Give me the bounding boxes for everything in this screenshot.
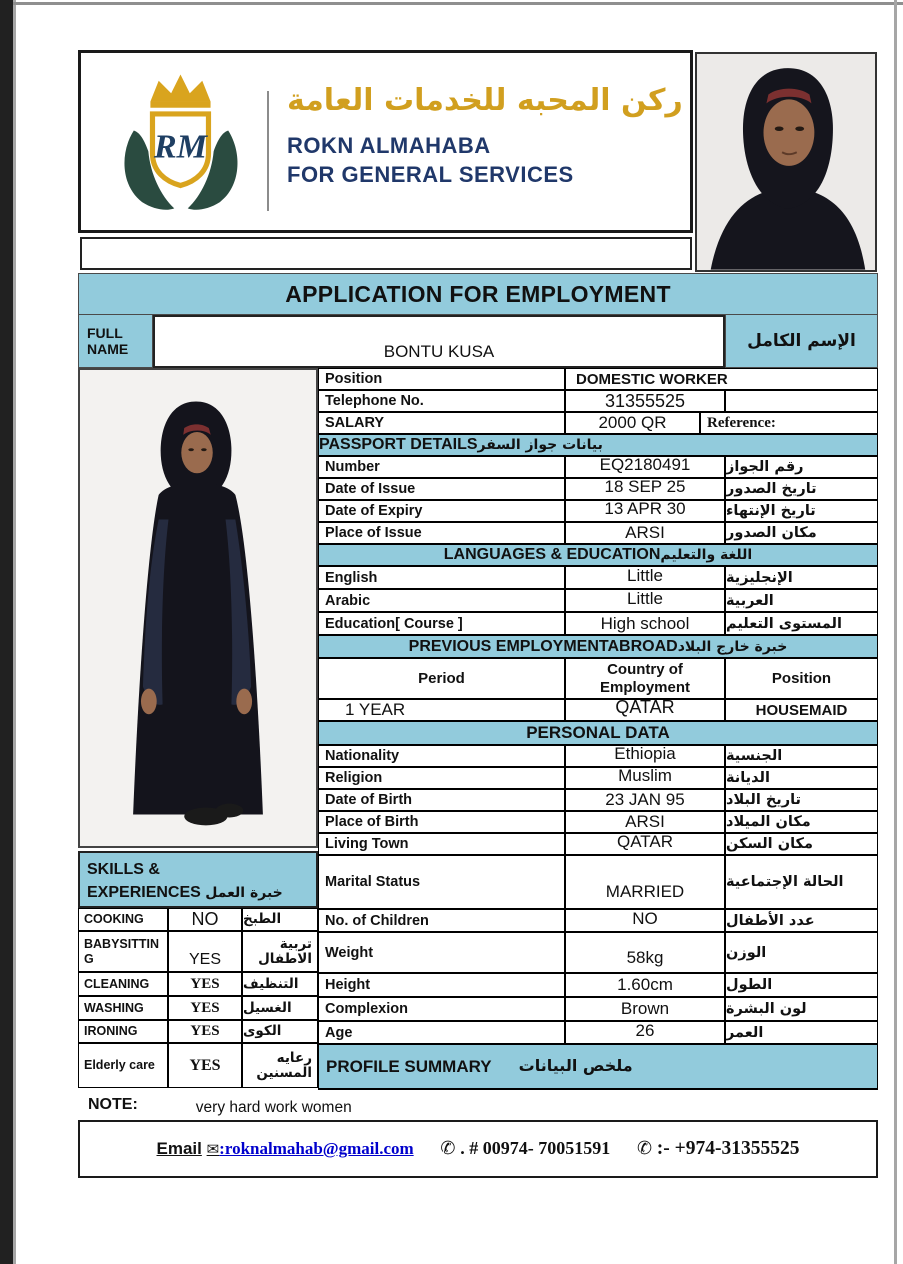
contact-footer xyxy=(78,1120,878,1178)
field-label: No. of Children xyxy=(318,909,565,932)
headshot-portrait xyxy=(697,54,875,270)
field-label-arabic: مكان الميلاد xyxy=(725,811,878,833)
reference-label: Reference: xyxy=(700,412,878,434)
field-label-arabic: الطول xyxy=(725,973,878,997)
field-label-arabic: العمر xyxy=(725,1021,878,1044)
field-value: Brown xyxy=(565,997,725,1021)
table-row xyxy=(318,1021,878,1044)
table-row xyxy=(318,612,878,635)
skill-label-arabic: الكوى xyxy=(242,1020,318,1043)
skill-label-arabic: تربية الاطفال xyxy=(242,931,318,972)
table-row xyxy=(318,789,878,811)
field-label-arabic: الحالة الإجتماعية xyxy=(725,855,878,909)
field-value: 18 SEP 25 xyxy=(565,478,725,500)
table-row xyxy=(318,589,878,612)
field-label: Education[ Course ] xyxy=(318,612,565,635)
field-value: NO xyxy=(565,909,725,932)
field-label-arabic: مكان السكن xyxy=(725,833,878,855)
page-title xyxy=(78,273,878,315)
phone-number-1: . # 00974- 70051591 xyxy=(460,1138,611,1158)
column-header-position: Position xyxy=(725,658,878,699)
section-header-languages: LANGUAGES & EDUCATION اللغة والتعليم xyxy=(318,544,878,566)
section-header-employment-arabic: خبرة خارج البلاد xyxy=(677,638,788,655)
field-value: Little xyxy=(565,589,725,612)
table-row xyxy=(78,1043,318,1088)
table-row xyxy=(78,931,318,972)
field-label-arabic: المستوى التعليم xyxy=(725,612,878,635)
note-label: NOTE: xyxy=(88,1095,138,1113)
note-text: very hard work women xyxy=(195,1098,352,1116)
skill-label-arabic: الغسيل xyxy=(242,996,318,1020)
phone-icon: ✆ xyxy=(440,1138,456,1158)
skill-label: WASHING xyxy=(78,996,168,1020)
skill-label-arabic: الطبخ xyxy=(242,908,318,931)
employment-position: HOUSEMAID xyxy=(725,699,878,721)
note-row xyxy=(78,1089,878,1120)
field-label-arabic: تاريخ الإنتهاء xyxy=(725,500,878,522)
envelope-icon: ✉ xyxy=(206,1141,220,1158)
table-row xyxy=(318,833,878,855)
agency-header xyxy=(78,50,693,233)
employment-data-row xyxy=(318,699,878,721)
table-row xyxy=(318,522,878,544)
skill-label: CLEANING xyxy=(78,972,168,996)
skill-label: COOKING xyxy=(78,908,168,931)
phone-number-2: :- +974-31355525 xyxy=(656,1138,800,1159)
page-title-text: APPLICATION FOR EMPLOYMENT xyxy=(285,280,671,307)
shield-monogram-icon xyxy=(152,114,208,186)
field-label: Date of Expiry xyxy=(318,500,565,522)
field-label-arabic: لون البشرة xyxy=(725,997,878,1021)
table-row xyxy=(78,972,318,996)
field-label: Living Town xyxy=(318,833,565,855)
field-value: High school xyxy=(565,612,725,635)
skill-label: IRONING xyxy=(78,1020,168,1043)
table-row xyxy=(318,368,878,390)
field-label: Nationality xyxy=(318,745,565,767)
field-label-arabic: تاريخ البلاد xyxy=(725,789,878,811)
applicant-fullbody-photo xyxy=(78,368,318,848)
field-label-arabic: رقم الجواز xyxy=(725,456,878,478)
section-header-employment: PREVIOUS EMPLOYMENTABROAD خبرة خارج البلاد xyxy=(318,635,878,658)
field-value: 26 xyxy=(565,1021,725,1044)
application-main-table xyxy=(318,368,878,1090)
skill-value: YES xyxy=(168,1020,242,1043)
brand-arabic-title: ركن المحبه للخدمات العامة xyxy=(287,83,683,118)
employment-country: QATAR xyxy=(565,699,725,721)
skills-title-line2: EXPERIENCES خبرة العمل xyxy=(87,884,283,902)
table-row xyxy=(78,996,318,1020)
table-row xyxy=(318,566,878,589)
brand-name-line1: ROKN ALMAHABA xyxy=(287,133,491,158)
table-row xyxy=(318,390,878,412)
section-header-personal-data: PERSONAL DATA xyxy=(318,721,878,745)
phone-icon: ✆ xyxy=(636,1138,653,1158)
table-row xyxy=(318,478,878,500)
field-label-arabic: مكان الصدور xyxy=(725,522,878,544)
field-value: MARRIED xyxy=(565,855,725,909)
crown-icon xyxy=(150,75,210,108)
field-value: 58kg xyxy=(565,932,725,973)
skill-value: YES xyxy=(168,931,242,972)
empty-strip xyxy=(80,237,692,270)
field-value: 1.60cm xyxy=(565,973,725,997)
table-row xyxy=(318,500,878,522)
field-label: SALARY xyxy=(318,412,565,434)
email-label: Email xyxy=(156,1139,202,1158)
field-label: Age xyxy=(318,1021,565,1044)
skill-value: YES xyxy=(168,1043,242,1088)
field-value: EQ2180491 xyxy=(565,456,725,478)
agency-logo xyxy=(111,69,251,217)
field-label: Marital Status xyxy=(318,855,565,909)
skill-label: Elderly care xyxy=(78,1043,168,1088)
section-header-profile-summary: PROFILE SUMMARY ملخص البيانات xyxy=(318,1044,878,1089)
table-row xyxy=(318,811,878,833)
table-row xyxy=(318,767,878,789)
column-header-country: Country of Employment xyxy=(565,658,725,699)
table-row xyxy=(318,909,878,932)
skill-label-arabic: رعايه المسنين xyxy=(242,1043,318,1088)
field-label: Telephone No. xyxy=(318,390,565,412)
full-name-label-arabic: الإسم الكامل xyxy=(725,315,878,368)
skill-label: BABYSITTING xyxy=(78,931,168,972)
brand-name-line2: FOR GENERAL SERVICES xyxy=(287,162,574,187)
brand-text-block xyxy=(287,83,687,188)
field-value: 23 JAN 95 xyxy=(565,789,725,811)
table-row xyxy=(318,997,878,1021)
field-label: Place of Birth xyxy=(318,811,565,833)
field-value: QATAR xyxy=(565,833,725,855)
field-label-arabic: الإنجليزية xyxy=(725,566,878,589)
skills-title-arabic: خبرة العمل xyxy=(205,885,283,902)
skills-table xyxy=(78,908,318,1088)
field-label: Date of Issue xyxy=(318,478,565,500)
scan-edge-right-line xyxy=(894,0,897,1264)
full-name-value: BONTU KUSA xyxy=(153,315,725,368)
brand-divider xyxy=(267,91,269,211)
section-header-passport-arabic: بيانات جواز السفر xyxy=(477,437,603,453)
scan-edge-top-line xyxy=(13,2,903,5)
field-value: ARSI xyxy=(565,811,725,833)
skill-label-arabic: التنظيف xyxy=(242,972,318,996)
table-row xyxy=(318,973,878,997)
table-row xyxy=(318,412,878,434)
section-header-profile-arabic: ملخص البيانات xyxy=(518,1055,633,1075)
field-label-arabic: عدد الأطفال xyxy=(725,909,878,932)
field-label: English xyxy=(318,566,565,589)
field-value: Muslim xyxy=(565,767,725,789)
field-label: Weight xyxy=(318,932,565,973)
field-label-arabic: الجنسية xyxy=(725,745,878,767)
table-row xyxy=(318,456,878,478)
field-label: Position xyxy=(318,368,565,390)
skills-section-header xyxy=(78,851,318,908)
field-value: Little xyxy=(565,566,725,589)
field-label: Place of Issue xyxy=(318,522,565,544)
field-value: 31355525 xyxy=(565,390,725,412)
section-header-passport: PASSPORT DETAILS بيانات جواز السفر xyxy=(318,434,878,456)
column-header-period: Period xyxy=(318,658,565,699)
field-value: 13 APR 30 xyxy=(565,500,725,522)
field-value: Ethiopia xyxy=(565,745,725,767)
field-label: Complexion xyxy=(318,997,565,1021)
email-address-link[interactable]: :roknalmahab@gmail.com xyxy=(219,1139,414,1158)
field-label: Religion xyxy=(318,767,565,789)
full-name-row xyxy=(78,315,878,368)
table-row xyxy=(78,1020,318,1043)
scan-edge-left-line xyxy=(13,0,16,1264)
field-label-arabic: العربية xyxy=(725,589,878,612)
field-label: Height xyxy=(318,973,565,997)
skill-value: NO xyxy=(168,908,242,931)
scan-edge-left xyxy=(0,0,13,1264)
employment-period: 1 YEAR xyxy=(318,699,565,721)
field-value: ARSI xyxy=(565,522,725,544)
skills-title-line1: SKILLS & xyxy=(87,861,160,878)
field-label: Number xyxy=(318,456,565,478)
field-value: DOMESTIC WORKER xyxy=(565,368,878,390)
full-name-label: FULL NAME xyxy=(78,315,153,368)
table-row xyxy=(318,932,878,973)
contact-line xyxy=(157,1138,800,1160)
fullbody-portrait xyxy=(80,370,316,846)
skill-value: YES xyxy=(168,972,242,996)
applicant-headshot-photo xyxy=(695,52,877,272)
field-label: Arabic xyxy=(318,589,565,612)
skill-value: YES xyxy=(168,996,242,1020)
employment-header-row xyxy=(318,658,878,699)
field-label-arabic: الديانة xyxy=(725,767,878,789)
field-label-arabic: الوزن xyxy=(725,932,878,973)
field-value: 2000 QR xyxy=(565,412,700,434)
table-row xyxy=(78,908,318,931)
table-row xyxy=(318,745,878,767)
table-row xyxy=(318,855,878,909)
svg-text:RM: RM xyxy=(153,128,208,166)
section-header-languages-arabic: اللغة والتعليم xyxy=(660,547,753,563)
field-empty xyxy=(725,390,878,412)
field-label: Date of Birth xyxy=(318,789,565,811)
field-label-arabic: تاريخ الصدور xyxy=(725,478,878,500)
